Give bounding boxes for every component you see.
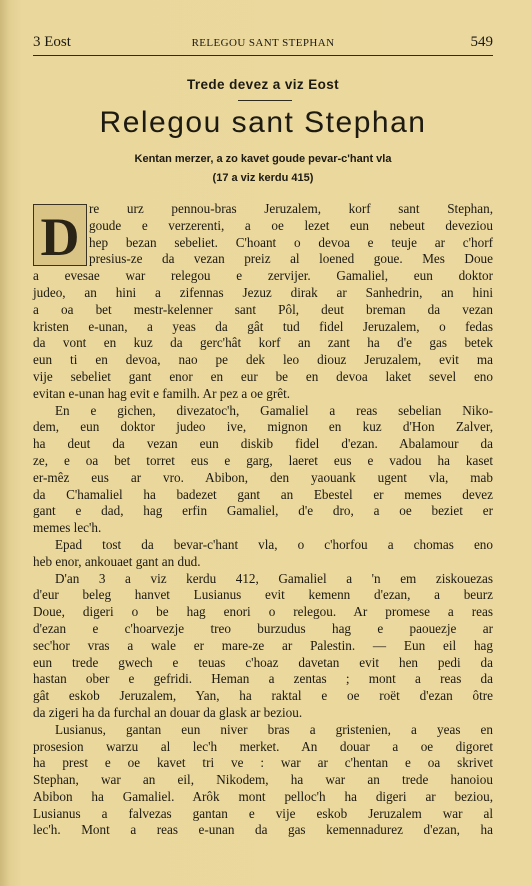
- text-line: a evesae war relegou e zervijer. Gamaliel, eun doktor: [33, 268, 493, 284]
- text-line: eun trede gwech e teuas c'hoaz davetan evit hen pedi da: [33, 654, 493, 670]
- text-line: D'an 3 a viz kerdu 412, Gamaliel a 'n em ziskouezas: [55, 570, 493, 586]
- title-meta: [33, 150, 493, 188]
- text-line: dem, eun doktor judeo ive, mignon en kuz d'Hon Zalver,: [33, 419, 493, 435]
- text-line: da vont en kuz da gerc'hât korf an zant ha d'e gas betek: [33, 335, 493, 351]
- text-line: heb enor, ankouaet gant an dud.: [33, 553, 201, 569]
- text-line: kristen e-unan, a yeas da gât tud fidel Jeruzalem, o fedas: [33, 318, 493, 334]
- text-line: Lusianus, gantan eun niver bras a gristenien, a yeas en: [55, 721, 493, 737]
- header-left: 3 Eost: [33, 34, 71, 50]
- text-line: Lusianus a falvezas gantan e vije eskob Jeruzalem war al: [33, 805, 493, 821]
- text-line: ze, e oa bet torret eus e garg, laeret eus e vadou ha kaset: [33, 452, 493, 468]
- text-line: d'eur beleg hanvet Lusianus evit kemenn d'ezan, a beurz: [33, 587, 493, 603]
- text-line: presius-ze da vezan preiz al loened goue. Mes Doue: [89, 251, 493, 267]
- text-line: a oa bet mestr-kelenner sant Pôl, deut breman da vezan: [33, 301, 493, 317]
- text-line: goude e verzerenti, a oe lezet eun nebeut deveziou: [89, 217, 493, 233]
- text-line: da C'hamaliel ha badezet gant an Ebestel er memes devez: [33, 486, 493, 502]
- text-line: lec'h. Mont a reas e-unan da gas kemennadurez d'ezan, ha: [33, 822, 493, 838]
- text-line: memes lec'h.: [33, 520, 102, 536]
- subtitle-rule: [238, 100, 292, 101]
- text-line: vije sebeliet gant enor en eur be en devoa laket sevel eno: [33, 368, 493, 384]
- text-line: eun ti en devoa, nao pe dek leo diouz Jeruzalem, evit ma: [33, 352, 493, 368]
- text-line: da zigeri ha da furchal an douar da glask ar beziou.: [33, 704, 303, 720]
- text-line: gât eskob Jeruzalem, Yan, ha raktal e oe roët d'ezan ôtre: [33, 688, 493, 704]
- drop-cap-letter: D: [40, 207, 80, 267]
- text-line: Stephan, war an eil, Nikodem, ha war an trede hanoiou: [33, 772, 493, 788]
- header-rule: [33, 55, 493, 56]
- text-line: re urz pennou-bras Jeruzalem, korf sant Stephan,: [89, 201, 493, 216]
- subtitle: Trede devez a viz Eost: [186, 77, 340, 92]
- text-line: sec'hor vras a wale er mare-ze ar Palestin. — Eun eil hag: [33, 637, 493, 653]
- text-line: En e gichen, divezatoc'h, Gamaliel a reas sebelian Niko-: [55, 402, 493, 418]
- text-line: hep bezan sebeliet. C'hoant o devoa e teuje ar c'horf: [89, 234, 493, 250]
- text-line: judeo, an hini a zifennas Jezuz dirak ar Sanhedrin, an hini: [33, 284, 493, 300]
- text-line: evitan e-unan hag evit e familh. Ar pez a oe grêt.: [33, 385, 291, 401]
- header-center: RELEGOU SANT STEPHAN: [191, 37, 335, 49]
- text-line: gant e dad, hag erfin Gamaliel, d'e dro, a oe beziet er: [33, 503, 493, 519]
- text-line: prosesion warzu al lec'h merket. An douar a oe digoret: [33, 738, 493, 754]
- meta-line-2: (17 a viz kerdu 415): [212, 172, 314, 184]
- running-header: [33, 32, 493, 54]
- text-line: hastan ober e gefridi. Heman a zentas ; mont a reas da: [33, 671, 493, 687]
- text-line: ha deut da vezan eun diskib fidel d'ezan. Abalamour da: [33, 436, 493, 452]
- text-line: Epad tost da bevar-c'hant vla, o c'horfou a chomas eno: [55, 536, 493, 552]
- text-line: Abibon ha Gamaliel. Arôk mont pelloc'h ha digeri ar beziou,: [33, 788, 493, 804]
- meta-line-1: Kentan merzer, a zo kavet goude pevar-c'hant vla: [134, 153, 392, 165]
- text-line: er-mêz eus ar vro. Abibon, den yaouank ugent vla, mab: [33, 469, 493, 485]
- page-title: Relegou sant Stephan: [99, 106, 427, 139]
- page-number: 549: [470, 34, 493, 50]
- text-line: ha prest e oe kavet tri ve : war ar c'hentan e oa skrivet: [33, 755, 493, 771]
- body-text: [33, 201, 493, 839]
- text-line: Doue, digeri o be hag enori o relegou. Ar promese a reas: [33, 604, 493, 620]
- text-line: d'ezan e c'hoarvezje treo burzudus hag e paouezje ar: [33, 620, 493, 636]
